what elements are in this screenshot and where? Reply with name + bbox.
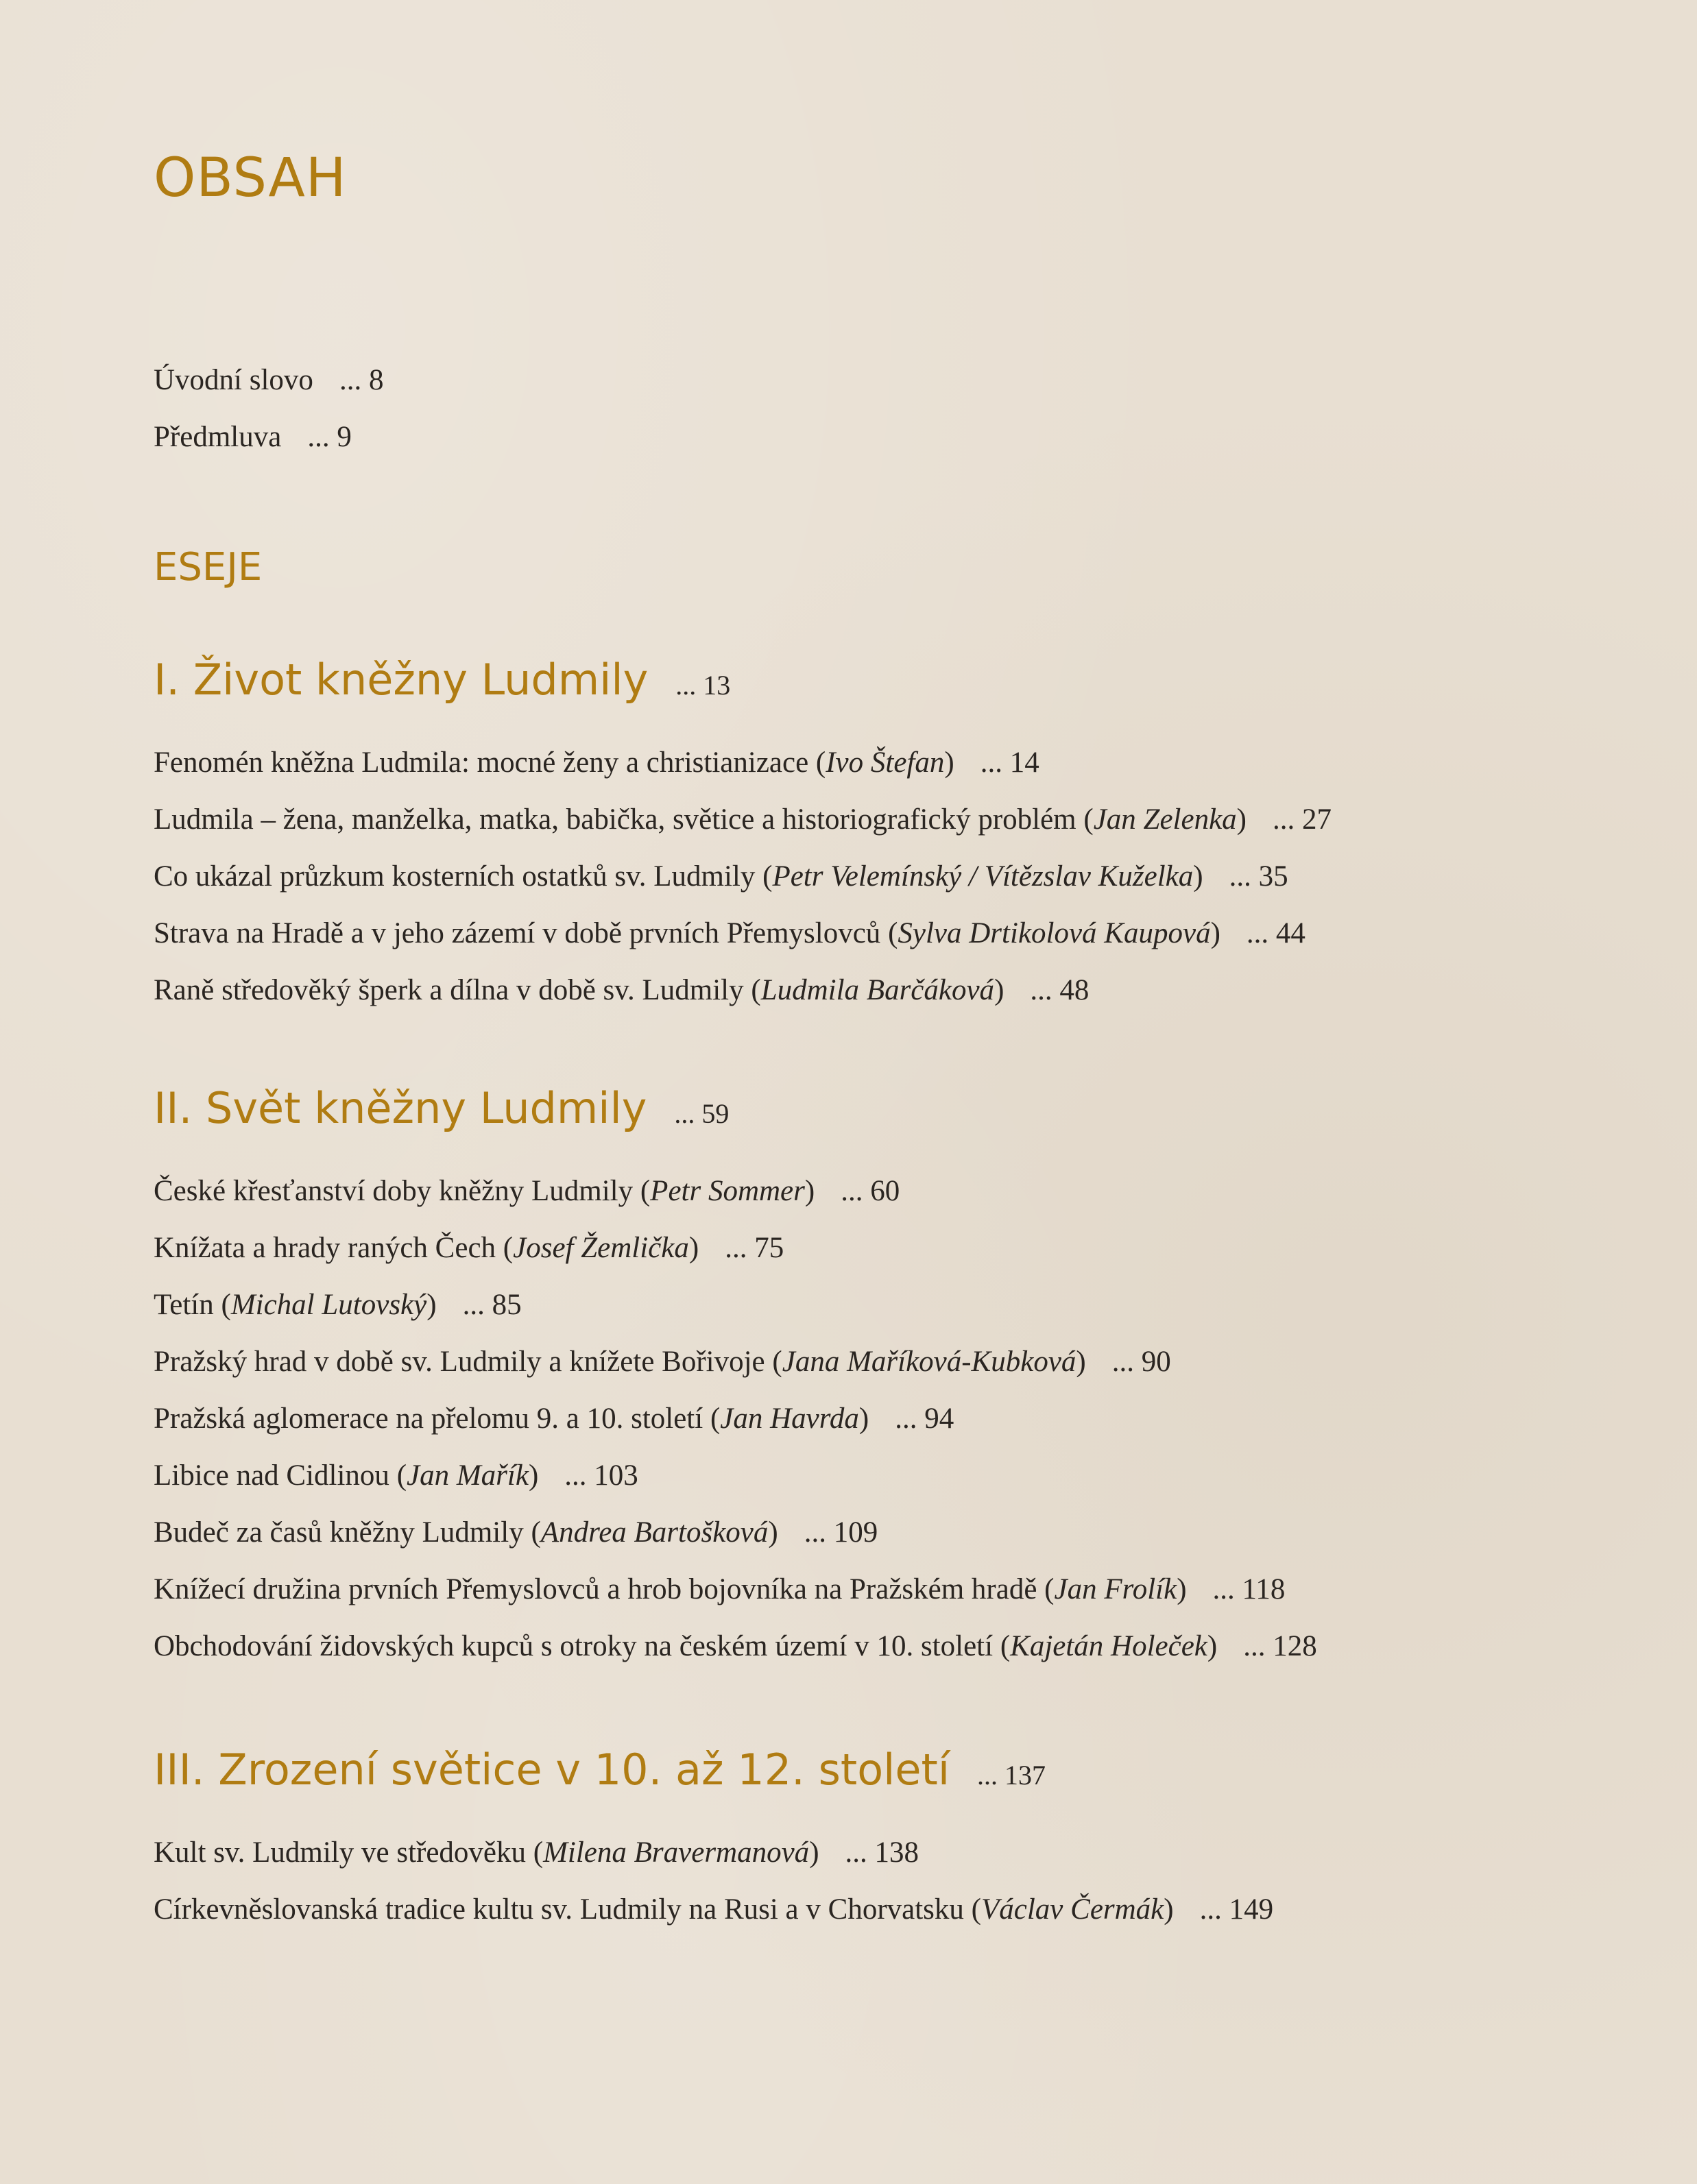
toc-entry[interactable]: Libice nad Cidlinou (Jan Mařík) ... 103 [154, 1459, 638, 1492]
chapter-heading-1[interactable] [154, 655, 730, 705]
chapter-page: ... 137 [977, 1760, 1046, 1791]
entry-title: Církevněslovanská tradice kultu sv. Ludmily na Rusi a v Chorvatsku [154, 1893, 964, 1926]
toc-entry[interactable]: Tetín (Michal Lutovský) ... 85 [154, 1289, 522, 1321]
entry-page: ... 85 [462, 1289, 522, 1321]
entry-title: Ludmila – žena, manželka, matka, babička, světice a historiografický problém [154, 803, 1076, 836]
entry-title: Úvodní slovo [154, 364, 313, 396]
entry-title: Pražský hrad v době sv. Ludmily a knížete Bořivoje [154, 1346, 765, 1378]
entry-page: ... 103 [564, 1459, 638, 1492]
entry-page: ... 94 [895, 1403, 954, 1435]
entry-title: Kult sv. Ludmily ve středověku [154, 1836, 527, 1869]
entry-title: Knížata a hrady raných Čech [154, 1232, 496, 1264]
chapter-page: ... 13 [675, 670, 731, 701]
toc-entry-intro[interactable] [154, 363, 383, 397]
toc-entry[interactable]: Budeč za časů kněžny Ludmily (Andrea Bartošková) ... 109 [154, 1516, 878, 1549]
toc-entry[interactable]: Pražská aglomerace na přelomu 9. a 10. století (Jan Havrda) ... 94 [154, 1403, 954, 1435]
toc-entry[interactable]: Raně středověký šperk a dílna v době sv. Ludmily (Ludmila Barčáková) ... 48 [154, 974, 1090, 1006]
entry-title: Strava na Hradě a v jeho zázemí v době prvních Přemyslovců [154, 917, 881, 949]
entry-page: ... 60 [841, 1175, 900, 1207]
entry-title: Budeč za časů kněžny Ludmily [154, 1516, 524, 1549]
entry-author: Jan Havrda [720, 1403, 859, 1435]
entry-page: ... 27 [1272, 803, 1332, 836]
chapter-page: ... 59 [674, 1098, 730, 1129]
toc-entry[interactable]: Pražský hrad v době sv. Ludmily a knížete Bořivoje (Jana Maříková-Kubková) ... 90 [154, 1346, 1171, 1378]
entry-page: ... 35 [1229, 860, 1288, 893]
entry-author: Sylva Drtikolová Kaupová [898, 917, 1211, 949]
entry-author: Josef Žemlička [513, 1232, 689, 1264]
entry-author: Václav Čermák [981, 1893, 1164, 1926]
toc-entry[interactable]: Co ukázal průzkum kosterních ostatků sv. Ludmily (Petr Velemínský / Vítězslav Kuželka) ... 35 [154, 860, 1288, 893]
chapter-title: II. Svět kněžny Ludmily [154, 1083, 647, 1133]
entry-page: ... 90 [1111, 1346, 1171, 1378]
entry-author: Milena Bravermanová [543, 1836, 810, 1869]
entry-page: ... 138 [845, 1836, 919, 1869]
entry-author: Andrea Bartošková [540, 1516, 769, 1549]
entry-author: Petr Sommer [650, 1175, 805, 1207]
entry-title: Fenomén kněžna Ludmila: mocné ženy a christianizace [154, 747, 809, 779]
entry-title: Co ukázal průzkum kosterních ostatků sv. Ludmily [154, 860, 756, 893]
entry-page: ... 14 [980, 747, 1039, 779]
entry-page: ... 48 [1030, 974, 1090, 1006]
toc-entry-preface[interactable] [154, 420, 352, 454]
entry-title: České křesťanství doby kněžny Ludmily [154, 1175, 634, 1207]
entry-page: ... 75 [725, 1232, 784, 1264]
section-label-eseje: ESEJE [154, 545, 263, 590]
entry-title: Předmluva [154, 421, 282, 453]
toc-entry[interactable]: Strava na Hradě a v jeho zázemí v době prvních Přemyslovců (Sylva Drtikolová Kaupová) ... 44 [154, 917, 1305, 949]
entry-page: ... 44 [1246, 917, 1305, 949]
toc-entry[interactable]: Fenomén kněžna Ludmila: mocné ženy a christianizace (Ivo Štefan) ... 14 [154, 747, 1039, 779]
toc-entry[interactable]: České křesťanství doby kněžny Ludmily (Petr Sommer) ... 60 [154, 1175, 900, 1207]
entry-title: Libice nad Cidlinou [154, 1459, 389, 1492]
toc-entry[interactable]: Církevněslovanská tradice kultu sv. Ludmily na Rusi a v Chorvatsku (Václav Čermák) ... 149 [154, 1893, 1274, 1926]
chapter-heading-2[interactable] [154, 1083, 729, 1133]
entry-page: ... 149 [1199, 1893, 1274, 1926]
toc-entry[interactable]: Obchodování židovských kupců s otroky na českém území v 10. století (Kajetán Holeček) ... 128 [154, 1630, 1317, 1662]
entry-title: Obchodování židovských kupců s otroky na českém území v 10. století [154, 1630, 994, 1662]
entry-author: Ivo Štefan [826, 747, 945, 779]
entry-author: Ludmila Barčáková [760, 974, 995, 1006]
entry-author: Jan Mařík [407, 1459, 529, 1492]
entry-page: ... 9 [307, 421, 352, 453]
toc-entry[interactable]: Knížata a hrady raných Čech (Josef Žemlička) ... 75 [154, 1232, 784, 1264]
entry-title: Tetín [154, 1289, 214, 1321]
entry-page: ... 8 [339, 364, 384, 396]
entry-author: Jan Zelenka [1093, 803, 1237, 836]
toc-page [154, 0, 1552, 2184]
toc-entry[interactable]: Knížecí družina prvních Přemyslovců a hrob bojovníka na Pražském hradě (Jan Frolík) ... 118 [154, 1573, 1286, 1605]
entry-author: Petr Velemínský / Vítězslav Kuželka [772, 860, 1194, 893]
page-title: OBSAH [154, 147, 347, 209]
entry-author: Kajetán Holeček [1010, 1630, 1207, 1662]
entry-title: Knížecí družina prvních Přemyslovců a hrob bojovníka na Pražském hradě [154, 1573, 1037, 1605]
toc-entry[interactable]: Ludmila – žena, manželka, matka, babička, světice a historiografický problém (Jan Zelenka) ... 27 [154, 803, 1332, 836]
chapter-heading-3[interactable] [154, 1745, 1046, 1795]
entry-page: ... 118 [1212, 1573, 1286, 1605]
chapter-title: III. Zrození světice v 10. až 12. století [154, 1745, 950, 1795]
entry-title: Raně středověký šperk a dílna v době sv. Ludmily [154, 974, 744, 1006]
entry-title: Pražská aglomerace na přelomu 9. a 10. století [154, 1403, 703, 1435]
chapter-title: I. Život kněžny Ludmily [154, 655, 649, 705]
toc-entry[interactable]: Kult sv. Ludmily ve středověku (Milena Bravermanová) ... 138 [154, 1836, 919, 1869]
entry-author: Jan Frolík [1054, 1573, 1177, 1605]
entry-page: ... 128 [1243, 1630, 1317, 1662]
entry-page: ... 109 [804, 1516, 878, 1549]
entry-author: Michal Lutovský [230, 1289, 427, 1321]
entry-author: Jana Maříková-Kubková [782, 1346, 1076, 1378]
